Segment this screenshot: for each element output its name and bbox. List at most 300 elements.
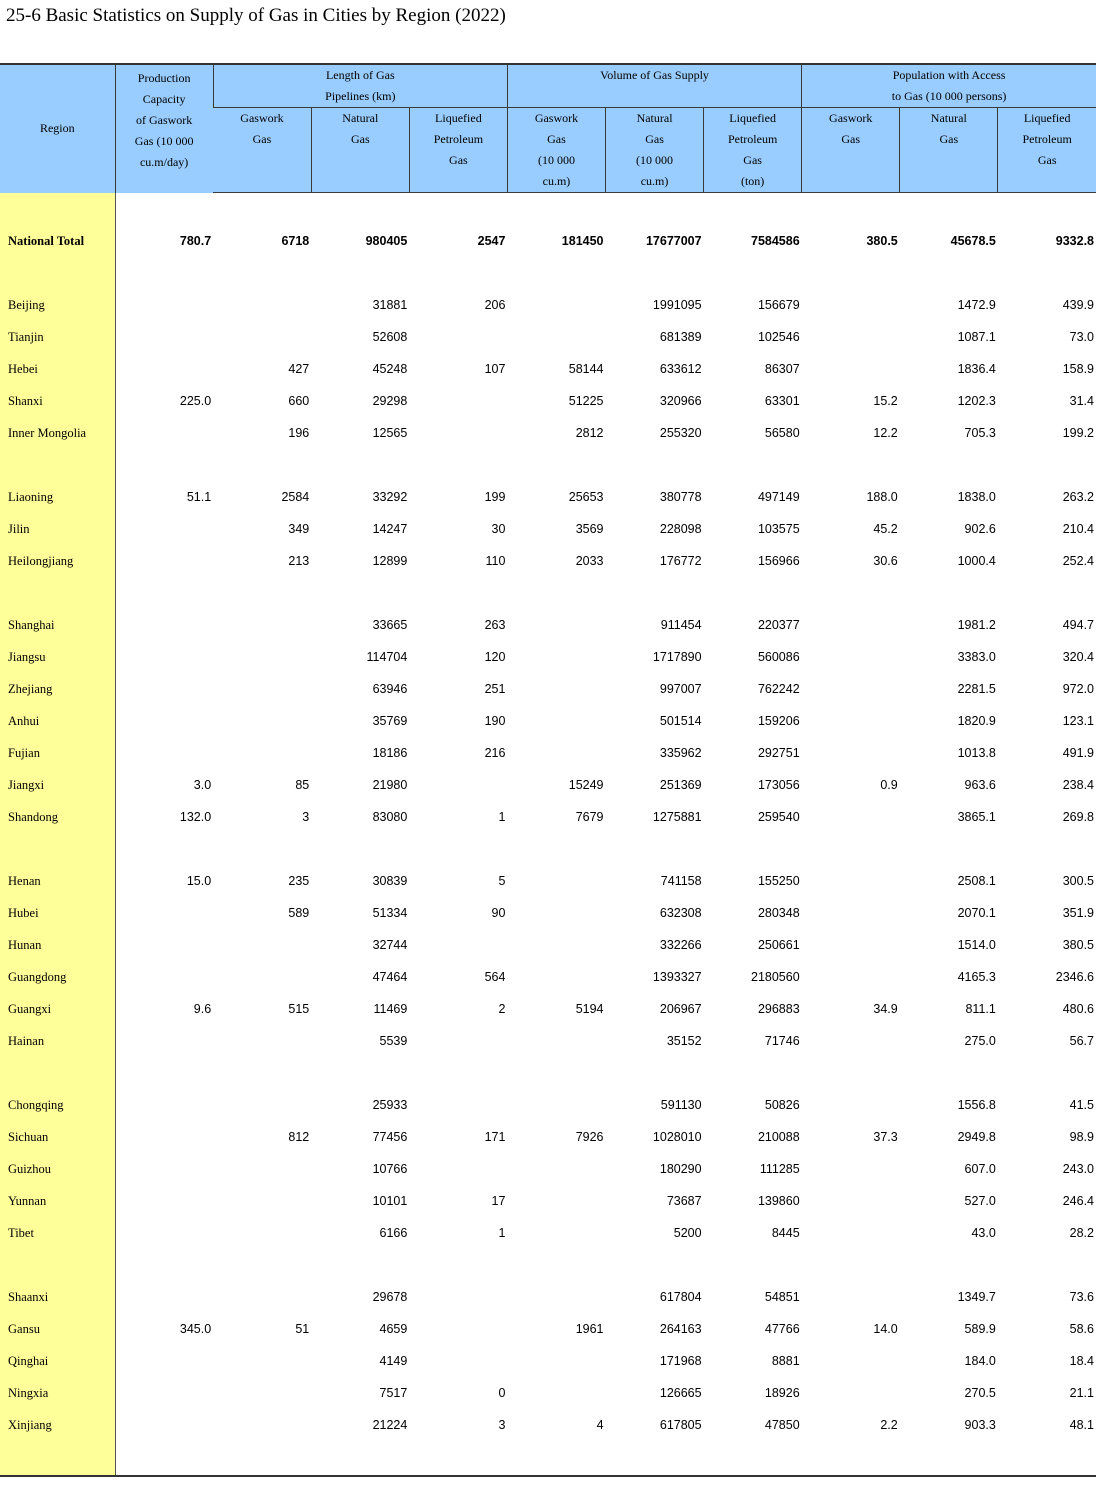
- region-name: Fujian: [0, 737, 115, 769]
- cell-value: [802, 289, 900, 321]
- cell-value: 54851: [764, 1290, 800, 1304]
- table-row: [0, 641, 1096, 673]
- header-population-group: [802, 64, 1096, 108]
- header-line: Length of Gas: [325, 68, 395, 82]
- cell-value: [507, 449, 605, 481]
- cell-value: [507, 897, 605, 929]
- cell-value: 2949.8: [957, 1130, 996, 1144]
- cell-value: 2.2: [880, 1418, 898, 1432]
- cell-value: 47766: [764, 1322, 800, 1336]
- cell-value: [802, 801, 900, 833]
- cell-value: [606, 577, 704, 609]
- cell-value: 228098: [659, 522, 702, 536]
- table-row: [0, 513, 1096, 545]
- cell-value: [409, 769, 507, 801]
- cell-value: 5194: [575, 1002, 604, 1016]
- cell-value: 903.3: [964, 1418, 996, 1432]
- cell-value: 18926: [764, 1386, 800, 1400]
- cell-value: [213, 1281, 311, 1313]
- header-line: Petroleum: [433, 132, 484, 146]
- cell-value: 7679: [575, 810, 604, 824]
- spacer-row: [0, 1249, 1096, 1281]
- cell-value: 37.3: [873, 1130, 898, 1144]
- cell-value: [507, 1345, 605, 1377]
- cell-value: 213: [288, 554, 310, 568]
- table-row: [0, 321, 1096, 353]
- cell-value: [115, 417, 213, 449]
- cell-value: [115, 353, 213, 385]
- table-row: [0, 961, 1096, 993]
- cell-value: [998, 449, 1096, 481]
- cell-value: 17: [491, 1194, 506, 1208]
- cell-value: 45248: [372, 362, 408, 376]
- cell-value: 1013.8: [957, 746, 996, 760]
- spacer-row: [0, 1441, 1096, 1476]
- cell-value: [115, 833, 213, 865]
- cell-value: 184.0: [964, 1354, 996, 1368]
- cell-value: [115, 961, 213, 993]
- header-volume-1: [507, 108, 605, 193]
- cell-value: [507, 1153, 605, 1185]
- cell-value: [311, 193, 409, 226]
- cell-value: [409, 193, 507, 226]
- cell-value: 4149: [379, 1354, 408, 1368]
- spacer-row: [0, 193, 1096, 226]
- region-name: Hunan: [0, 929, 115, 961]
- cell-value: 21980: [372, 778, 408, 792]
- cell-value: [409, 385, 507, 417]
- cell-value: [606, 833, 704, 865]
- table-row: [0, 385, 1096, 417]
- cell-value: 50826: [764, 1098, 800, 1112]
- cell-value: 264163: [659, 1322, 702, 1336]
- cell-value: [507, 193, 605, 226]
- cell-value: [802, 673, 900, 705]
- cell-value: [802, 257, 900, 289]
- cell-value: 497149: [757, 490, 800, 504]
- cell-value: [998, 1057, 1096, 1089]
- header-line: (10 000: [636, 153, 674, 167]
- cell-value: 77456: [372, 1130, 408, 1144]
- cell-value: 29678: [372, 1290, 408, 1304]
- cell-value: [115, 737, 213, 769]
- cell-value: [213, 1185, 311, 1217]
- cell-value: 85: [295, 778, 310, 792]
- cell-value: 1393327: [652, 970, 702, 984]
- cell-value: [213, 1249, 311, 1281]
- cell-value: 12.2: [873, 426, 898, 440]
- cell-value: 705.3: [964, 426, 996, 440]
- header-line: Petroleum: [727, 132, 778, 146]
- cell-value: 1556.8: [957, 1098, 996, 1112]
- region-name: Hebei: [0, 353, 115, 385]
- cell-value: 633612: [659, 362, 702, 376]
- cell-value: 12899: [372, 554, 408, 568]
- cell-value: [998, 577, 1096, 609]
- cell-value: 269.8: [1062, 810, 1094, 824]
- cell-value: [802, 1153, 900, 1185]
- cell-value: [115, 577, 213, 609]
- cell-value: [704, 257, 802, 289]
- cell-value: [409, 1345, 507, 1377]
- cell-value: [802, 865, 900, 897]
- cell-value: 15.2: [873, 394, 898, 408]
- cell-value: 501514: [659, 714, 702, 728]
- cell-value: 210088: [757, 1130, 800, 1144]
- cell-value: 171: [484, 1130, 506, 1144]
- cell-value: 111285: [759, 1162, 800, 1176]
- cell-value: 45.2: [873, 522, 898, 536]
- cell-value: 780.7: [179, 234, 212, 248]
- header-population-2: [900, 108, 998, 193]
- cell-value: 1202.3: [957, 394, 996, 408]
- header-line: Liquefied: [435, 111, 482, 125]
- cell-value: 589: [288, 906, 310, 920]
- cell-value: 47464: [372, 970, 408, 984]
- cell-value: 51225: [568, 394, 604, 408]
- cell-value: [409, 1313, 507, 1345]
- cell-value: 617805: [659, 1418, 702, 1432]
- region-name: Ningxia: [0, 1377, 115, 1409]
- cell-value: 123.1: [1062, 714, 1094, 728]
- cell-value: 4659: [379, 1322, 408, 1336]
- cell-value: 1: [498, 810, 506, 824]
- cell-value: 1472.9: [957, 298, 996, 312]
- cell-value: 589.9: [964, 1322, 996, 1336]
- cell-value: 280348: [757, 906, 800, 920]
- header-pipelines-1: [213, 108, 311, 193]
- cell-value: 110: [485, 554, 506, 568]
- cell-value: 15249: [568, 778, 604, 792]
- cell-value: 243.0: [1062, 1162, 1094, 1176]
- cell-value: 73687: [666, 1194, 702, 1208]
- region-name: Shandong: [0, 801, 115, 833]
- header-line: Gas: [743, 153, 762, 167]
- cell-value: 1028010: [652, 1130, 702, 1144]
- header-line: Gas: [449, 153, 468, 167]
- cell-value: 18186: [372, 746, 408, 760]
- cell-value: [115, 545, 213, 577]
- cell-value: 220377: [757, 618, 800, 632]
- region-name: [0, 1057, 115, 1089]
- cell-value: [802, 449, 900, 481]
- cell-value: 132.0: [179, 810, 212, 824]
- cell-value: 972.0: [1062, 682, 1094, 696]
- region-name: National Total: [0, 225, 115, 257]
- cell-value: 811.1: [965, 1002, 996, 1016]
- cell-value: 15.0: [186, 874, 212, 888]
- cell-value: [507, 833, 605, 865]
- cell-value: 2812: [575, 426, 604, 440]
- cell-value: 102546: [757, 330, 800, 344]
- cell-value: 427: [288, 362, 310, 376]
- cell-value: 2070.1: [957, 906, 996, 920]
- region-name: Inner Mongolia: [0, 417, 115, 449]
- cell-value: [115, 1377, 213, 1409]
- cell-value: [507, 737, 605, 769]
- cell-value: 206: [484, 298, 506, 312]
- table-row: [0, 1409, 1096, 1441]
- cell-value: 206967: [659, 1002, 702, 1016]
- header-line: (ton): [740, 174, 765, 188]
- cell-value: 351.9: [1062, 906, 1094, 920]
- cell-value: [213, 321, 311, 353]
- region-name: Hainan: [0, 1025, 115, 1057]
- cell-value: 29298: [372, 394, 408, 408]
- cell-value: [409, 321, 507, 353]
- cell-value: [802, 1185, 900, 1217]
- table-row: [0, 801, 1096, 833]
- region-name: Guangxi: [0, 993, 115, 1025]
- cell-value: [802, 641, 900, 673]
- cell-value: 6718: [281, 234, 310, 248]
- cell-value: 564: [484, 970, 506, 984]
- cell-value: 515: [288, 1002, 310, 1016]
- cell-value: 51.1: [186, 490, 212, 504]
- cell-value: 8881: [771, 1354, 800, 1368]
- cell-value: 9.6: [193, 1002, 212, 1016]
- cell-value: [213, 929, 311, 961]
- cell-value: [900, 1057, 998, 1089]
- table-row: [0, 289, 1096, 321]
- cell-value: [802, 1345, 900, 1377]
- header-line: Natural: [342, 111, 379, 125]
- cell-value: 320966: [659, 394, 702, 408]
- cell-value: [802, 1057, 900, 1089]
- cell-value: [115, 1185, 213, 1217]
- table-row: [0, 865, 1096, 897]
- cell-value: [507, 1281, 605, 1313]
- cell-value: 171968: [659, 1354, 702, 1368]
- table-row: [0, 1345, 1096, 1377]
- header-volume-2: [606, 108, 704, 193]
- cell-value: [311, 833, 409, 865]
- cell-value: 31.4: [1069, 394, 1094, 408]
- cell-value: [802, 737, 900, 769]
- cell-value: 32744: [372, 938, 408, 952]
- cell-value: 997007: [659, 682, 702, 696]
- cell-value: [507, 865, 605, 897]
- cell-value: 10766: [372, 1162, 408, 1176]
- region-name: Anhui: [0, 705, 115, 737]
- cell-value: [213, 1441, 311, 1476]
- cell-value: 7517: [379, 1386, 408, 1400]
- cell-value: [507, 577, 605, 609]
- cell-value: [213, 705, 311, 737]
- cell-value: 33665: [372, 618, 408, 632]
- cell-value: 199.2: [1062, 426, 1094, 440]
- cell-value: 73.6: [1069, 1290, 1094, 1304]
- cell-value: [409, 929, 507, 961]
- cell-value: 439.9: [1062, 298, 1094, 312]
- table-row: [0, 609, 1096, 641]
- header-region: Region: [0, 64, 115, 193]
- cell-value: [115, 1089, 213, 1121]
- spacer-row: [0, 449, 1096, 481]
- cell-value: 2033: [575, 554, 604, 568]
- cell-value: [802, 321, 900, 353]
- table-row: [0, 1089, 1096, 1121]
- cell-value: 494.7: [1062, 618, 1094, 632]
- cell-value: 1981.2: [957, 618, 996, 632]
- spacer-row: [0, 577, 1096, 609]
- header-line: to Gas (10 000 persons): [891, 89, 1007, 103]
- cell-value: [409, 1281, 507, 1313]
- cell-value: 617804: [659, 1290, 702, 1304]
- cell-value: 252.4: [1062, 554, 1094, 568]
- cell-value: [802, 1441, 900, 1476]
- cell-value: 14.0: [873, 1322, 898, 1336]
- region-name: [0, 1441, 115, 1476]
- cell-value: 114704: [366, 650, 408, 664]
- header-line: Natural: [636, 111, 673, 125]
- cell-value: 56.7: [1069, 1034, 1094, 1048]
- cell-value: [409, 1249, 507, 1281]
- header-line: Gas: [645, 132, 664, 146]
- region-name: [0, 193, 115, 226]
- cell-value: [507, 673, 605, 705]
- cell-value: 251369: [659, 778, 702, 792]
- cell-value: 10101: [372, 1194, 408, 1208]
- cell-value: 155250: [757, 874, 800, 888]
- cell-value: [507, 929, 605, 961]
- table-row: [0, 897, 1096, 929]
- cell-value: 3383.0: [957, 650, 996, 664]
- table-row: [0, 1121, 1096, 1153]
- cell-value: [998, 1249, 1096, 1281]
- cell-value: 332266: [659, 938, 702, 952]
- cell-value: 632308: [659, 906, 702, 920]
- spacer-row: [0, 833, 1096, 865]
- cell-value: 527.0: [964, 1194, 996, 1208]
- cell-value: 199: [484, 490, 506, 504]
- cell-value: 345.0: [179, 1322, 212, 1336]
- cell-value: [115, 609, 213, 641]
- cell-value: 335962: [659, 746, 702, 760]
- table-row: [0, 769, 1096, 801]
- cell-value: [409, 257, 507, 289]
- cell-value: [704, 1057, 802, 1089]
- header-line: Gas: [1037, 153, 1057, 167]
- cell-value: 349: [288, 522, 310, 536]
- cell-value: [311, 257, 409, 289]
- cell-value: 741158: [660, 874, 702, 888]
- cell-value: 300.5: [1062, 874, 1094, 888]
- cell-value: 25653: [568, 490, 604, 504]
- cell-value: 63946: [372, 682, 408, 696]
- cell-value: 225.0: [179, 394, 212, 408]
- cell-value: [409, 833, 507, 865]
- cell-value: 263.2: [1062, 490, 1094, 504]
- cell-value: 3: [498, 1418, 506, 1432]
- header-line: Gas: [841, 132, 861, 146]
- header-population-3: [998, 108, 1096, 193]
- cell-value: 275.0: [964, 1034, 996, 1048]
- cell-value: [115, 193, 213, 226]
- cell-value: [507, 1057, 605, 1089]
- header-line: of Gaswork: [135, 113, 193, 127]
- cell-value: 9332.8: [1055, 234, 1094, 248]
- cell-value: [213, 673, 311, 705]
- cell-value: 156966: [757, 554, 800, 568]
- cell-value: 86307: [764, 362, 800, 376]
- header-line: (10 000: [537, 153, 575, 167]
- cell-value: 2281.5: [957, 682, 996, 696]
- cell-value: [409, 449, 507, 481]
- region-name: Chongqing: [0, 1089, 115, 1121]
- cell-value: [802, 1281, 900, 1313]
- region-name: Shanghai: [0, 609, 115, 641]
- cell-value: 1275881: [652, 810, 702, 824]
- table-row: [0, 1025, 1096, 1057]
- cell-value: 255320: [659, 426, 702, 440]
- cell-value: [998, 1441, 1096, 1476]
- cell-value: 107: [484, 362, 506, 376]
- cell-value: [900, 833, 998, 865]
- cell-value: [311, 1249, 409, 1281]
- cell-value: [115, 705, 213, 737]
- cell-value: 180290: [659, 1162, 702, 1176]
- region-name: [0, 257, 115, 289]
- cell-value: 41.5: [1069, 1098, 1094, 1112]
- cell-value: 235: [288, 874, 310, 888]
- region-name: Shaanxi: [0, 1281, 115, 1313]
- cell-value: [802, 1217, 900, 1249]
- cell-value: [900, 257, 998, 289]
- region-name: Jiangsu: [0, 641, 115, 673]
- cell-value: 71746: [764, 1034, 800, 1048]
- page-title: 25-6 Basic Statistics on Supply of Gas in Cities by Region (2022): [6, 5, 506, 26]
- header-volume-group: [507, 64, 801, 108]
- cell-value: 1087.1: [957, 330, 996, 344]
- cell-value: [704, 449, 802, 481]
- cell-value: 25933: [372, 1098, 408, 1112]
- cell-value: [606, 193, 704, 226]
- cell-value: [507, 1089, 605, 1121]
- cell-value: 5539: [379, 1034, 408, 1048]
- cell-value: 1961: [575, 1322, 604, 1336]
- cell-value: 3: [302, 810, 310, 824]
- region-name: [0, 449, 115, 481]
- cell-value: 270.5: [964, 1386, 996, 1400]
- cell-value: [213, 641, 311, 673]
- cell-value: 320.4: [1062, 650, 1094, 664]
- cell-value: [311, 449, 409, 481]
- cell-value: 296883: [757, 1002, 800, 1016]
- cell-value: [213, 193, 311, 226]
- cell-value: 380.5: [866, 234, 898, 248]
- header-population-1: [802, 108, 900, 193]
- cell-value: [704, 193, 802, 226]
- cell-value: [507, 1185, 605, 1217]
- table-row: [0, 1217, 1096, 1249]
- cell-value: 660: [288, 394, 310, 408]
- table-row: [0, 705, 1096, 737]
- cell-value: [802, 1377, 900, 1409]
- cell-value: [507, 1441, 605, 1476]
- cell-value: [704, 833, 802, 865]
- cell-value: 58144: [568, 362, 604, 376]
- region-name: Jilin: [0, 513, 115, 545]
- cell-value: 2508.1: [957, 874, 996, 888]
- region-name: Sichuan: [0, 1121, 115, 1153]
- table-row: [0, 993, 1096, 1025]
- header-line: cu.m): [640, 174, 669, 188]
- cell-value: [507, 1025, 605, 1057]
- cell-value: 1838.0: [957, 490, 996, 504]
- cell-value: [802, 1249, 900, 1281]
- cell-value: 8445: [771, 1226, 800, 1240]
